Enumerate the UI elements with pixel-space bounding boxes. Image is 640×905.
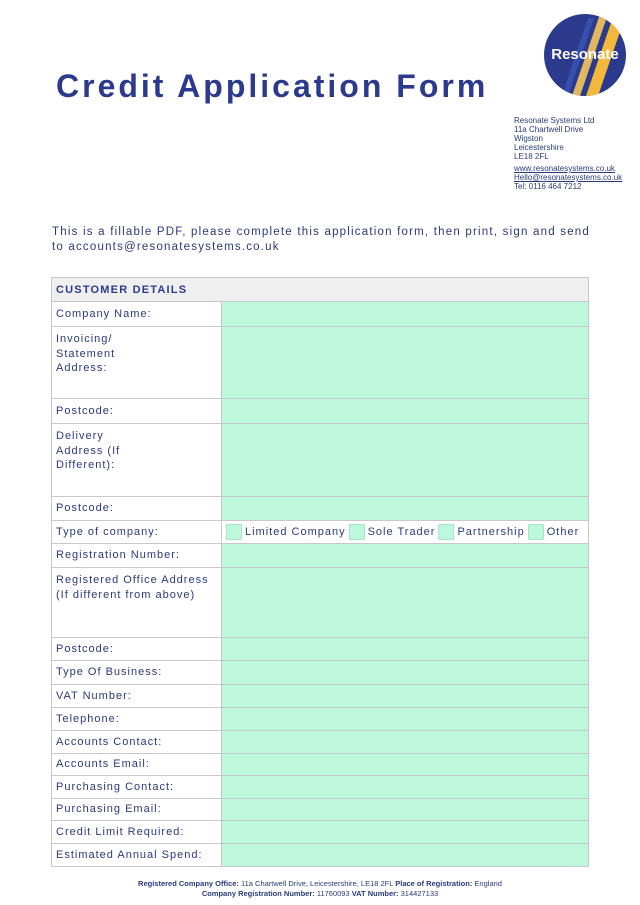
resonate-logo [544, 14, 626, 96]
footer-label: VAT Number: [351, 888, 399, 898]
delivery-address-input[interactable] [222, 424, 588, 496]
field-label: Delivery Address (If Different): [52, 424, 222, 496]
option-label: Sole Trader [367, 526, 436, 538]
telephone-input[interactable] [222, 708, 588, 730]
address-line: Wigston [514, 134, 543, 143]
field-label: Invoicing/ Statement Address: [52, 327, 222, 398]
credit-limit-input[interactable] [222, 821, 588, 843]
footer [0, 879, 640, 898]
registration-number-input[interactable] [222, 544, 588, 567]
row-purchasing-contact [52, 776, 588, 799]
footer-line-1 [0, 879, 640, 889]
field-label: Registration Number: [52, 544, 222, 567]
partnership-checkbox[interactable] [438, 524, 454, 540]
field-label: Estimated Annual Spend: [52, 844, 222, 866]
row-accounts-contact [52, 731, 588, 754]
field-label: Accounts Contact: [52, 731, 222, 753]
limited-company-checkbox[interactable] [226, 524, 242, 540]
accounts-email-input[interactable] [222, 754, 588, 775]
section-header: CUSTOMER DETAILS [52, 278, 588, 302]
row-postcode [52, 399, 588, 424]
field-label: Postcode: [52, 497, 222, 520]
row-postcode [52, 638, 588, 661]
option-limited-company [226, 524, 346, 540]
row-vat-number [52, 685, 588, 708]
footer-value: 11760093 [314, 888, 352, 898]
address-line: Leicestershire [514, 143, 564, 152]
option-label: Limited Company [245, 526, 346, 538]
field-label: Type Of Business: [52, 661, 222, 684]
logo-text: Resonate [551, 46, 619, 63]
purchasing-contact-input[interactable] [222, 776, 588, 798]
row-postcode [52, 497, 588, 521]
row-delivery-address [52, 424, 588, 497]
row-registration-number [52, 544, 588, 568]
option-partnership [438, 524, 524, 540]
customer-details-form [51, 277, 589, 867]
field-label: Type of company: [52, 521, 222, 543]
option-other [528, 524, 580, 540]
page-title: Credit Application Form [56, 68, 489, 104]
field-label: Purchasing Contact: [52, 776, 222, 798]
field-label: Postcode: [52, 638, 222, 660]
field-label: Company Name: [52, 302, 222, 326]
row-accounts-email [52, 754, 588, 776]
option-label: Other [546, 526, 580, 538]
field-label: Credit Limit Required: [52, 821, 222, 843]
field-label: Postcode: [52, 399, 222, 423]
row-company-type [52, 521, 588, 544]
field-label: Registered Office Address (If different from above) [52, 568, 222, 637]
registered-postcode-input[interactable] [222, 638, 588, 660]
company-name-input[interactable] [222, 302, 588, 326]
vat-number-input[interactable] [222, 685, 588, 707]
address-line: 11a Chartwell Drive [514, 125, 584, 134]
website-link[interactable]: www.resonatesystems.co.uk [514, 164, 615, 173]
intro-text: This is a fillable PDF, please complete this application form, then print, sign and send to accounts@resonatesystems.co.uk [52, 226, 590, 253]
row-annual-spend [52, 844, 588, 866]
other-checkbox[interactable] [528, 524, 544, 540]
footer-line-2 [0, 889, 640, 899]
field-label: Purchasing Email: [52, 799, 222, 820]
row-credit-limit [52, 821, 588, 844]
field-label: Accounts Email: [52, 754, 222, 775]
option-sole-trader [349, 524, 436, 540]
invoicing-address-input[interactable] [222, 327, 588, 398]
footer-value: England [472, 879, 502, 888]
email-link[interactable]: Hello@resonatesystems.co.uk [514, 173, 623, 182]
footer-value: 11a Chartwell Drive, Leicestershire, LE18 2FL [238, 879, 396, 888]
field-label: Telephone: [52, 708, 222, 730]
footer-label: Place of Registration: [395, 879, 473, 888]
business-type-input[interactable] [222, 661, 588, 684]
footer-value: 314427133 [398, 888, 439, 898]
sole-trader-checkbox[interactable] [349, 524, 365, 540]
telephone-text: Tel: 0116 464 7212 [514, 182, 582, 191]
row-business-type [52, 661, 588, 685]
invoicing-postcode-input[interactable] [222, 399, 588, 423]
purchasing-email-input[interactable] [222, 799, 588, 820]
row-company-name [52, 302, 588, 327]
row-purchasing-email [52, 799, 588, 821]
row-telephone [52, 708, 588, 731]
delivery-postcode-input[interactable] [222, 497, 588, 520]
annual-spend-input[interactable] [222, 844, 588, 866]
footer-label: Registered Company Office: [138, 879, 239, 888]
registered-office-input[interactable] [222, 568, 588, 637]
company-name: Resonate Systems Ltd [514, 116, 595, 125]
company-address [514, 116, 622, 191]
accounts-contact-input[interactable] [222, 731, 588, 753]
row-registered-office [52, 568, 588, 638]
address-line: LE18 2FL [514, 152, 549, 161]
field-label: VAT Number: [52, 685, 222, 707]
footer-label: Company Registration Number: [201, 888, 315, 898]
row-invoicing-address [52, 327, 588, 399]
option-label: Partnership [457, 526, 525, 538]
company-type-options [222, 521, 588, 543]
